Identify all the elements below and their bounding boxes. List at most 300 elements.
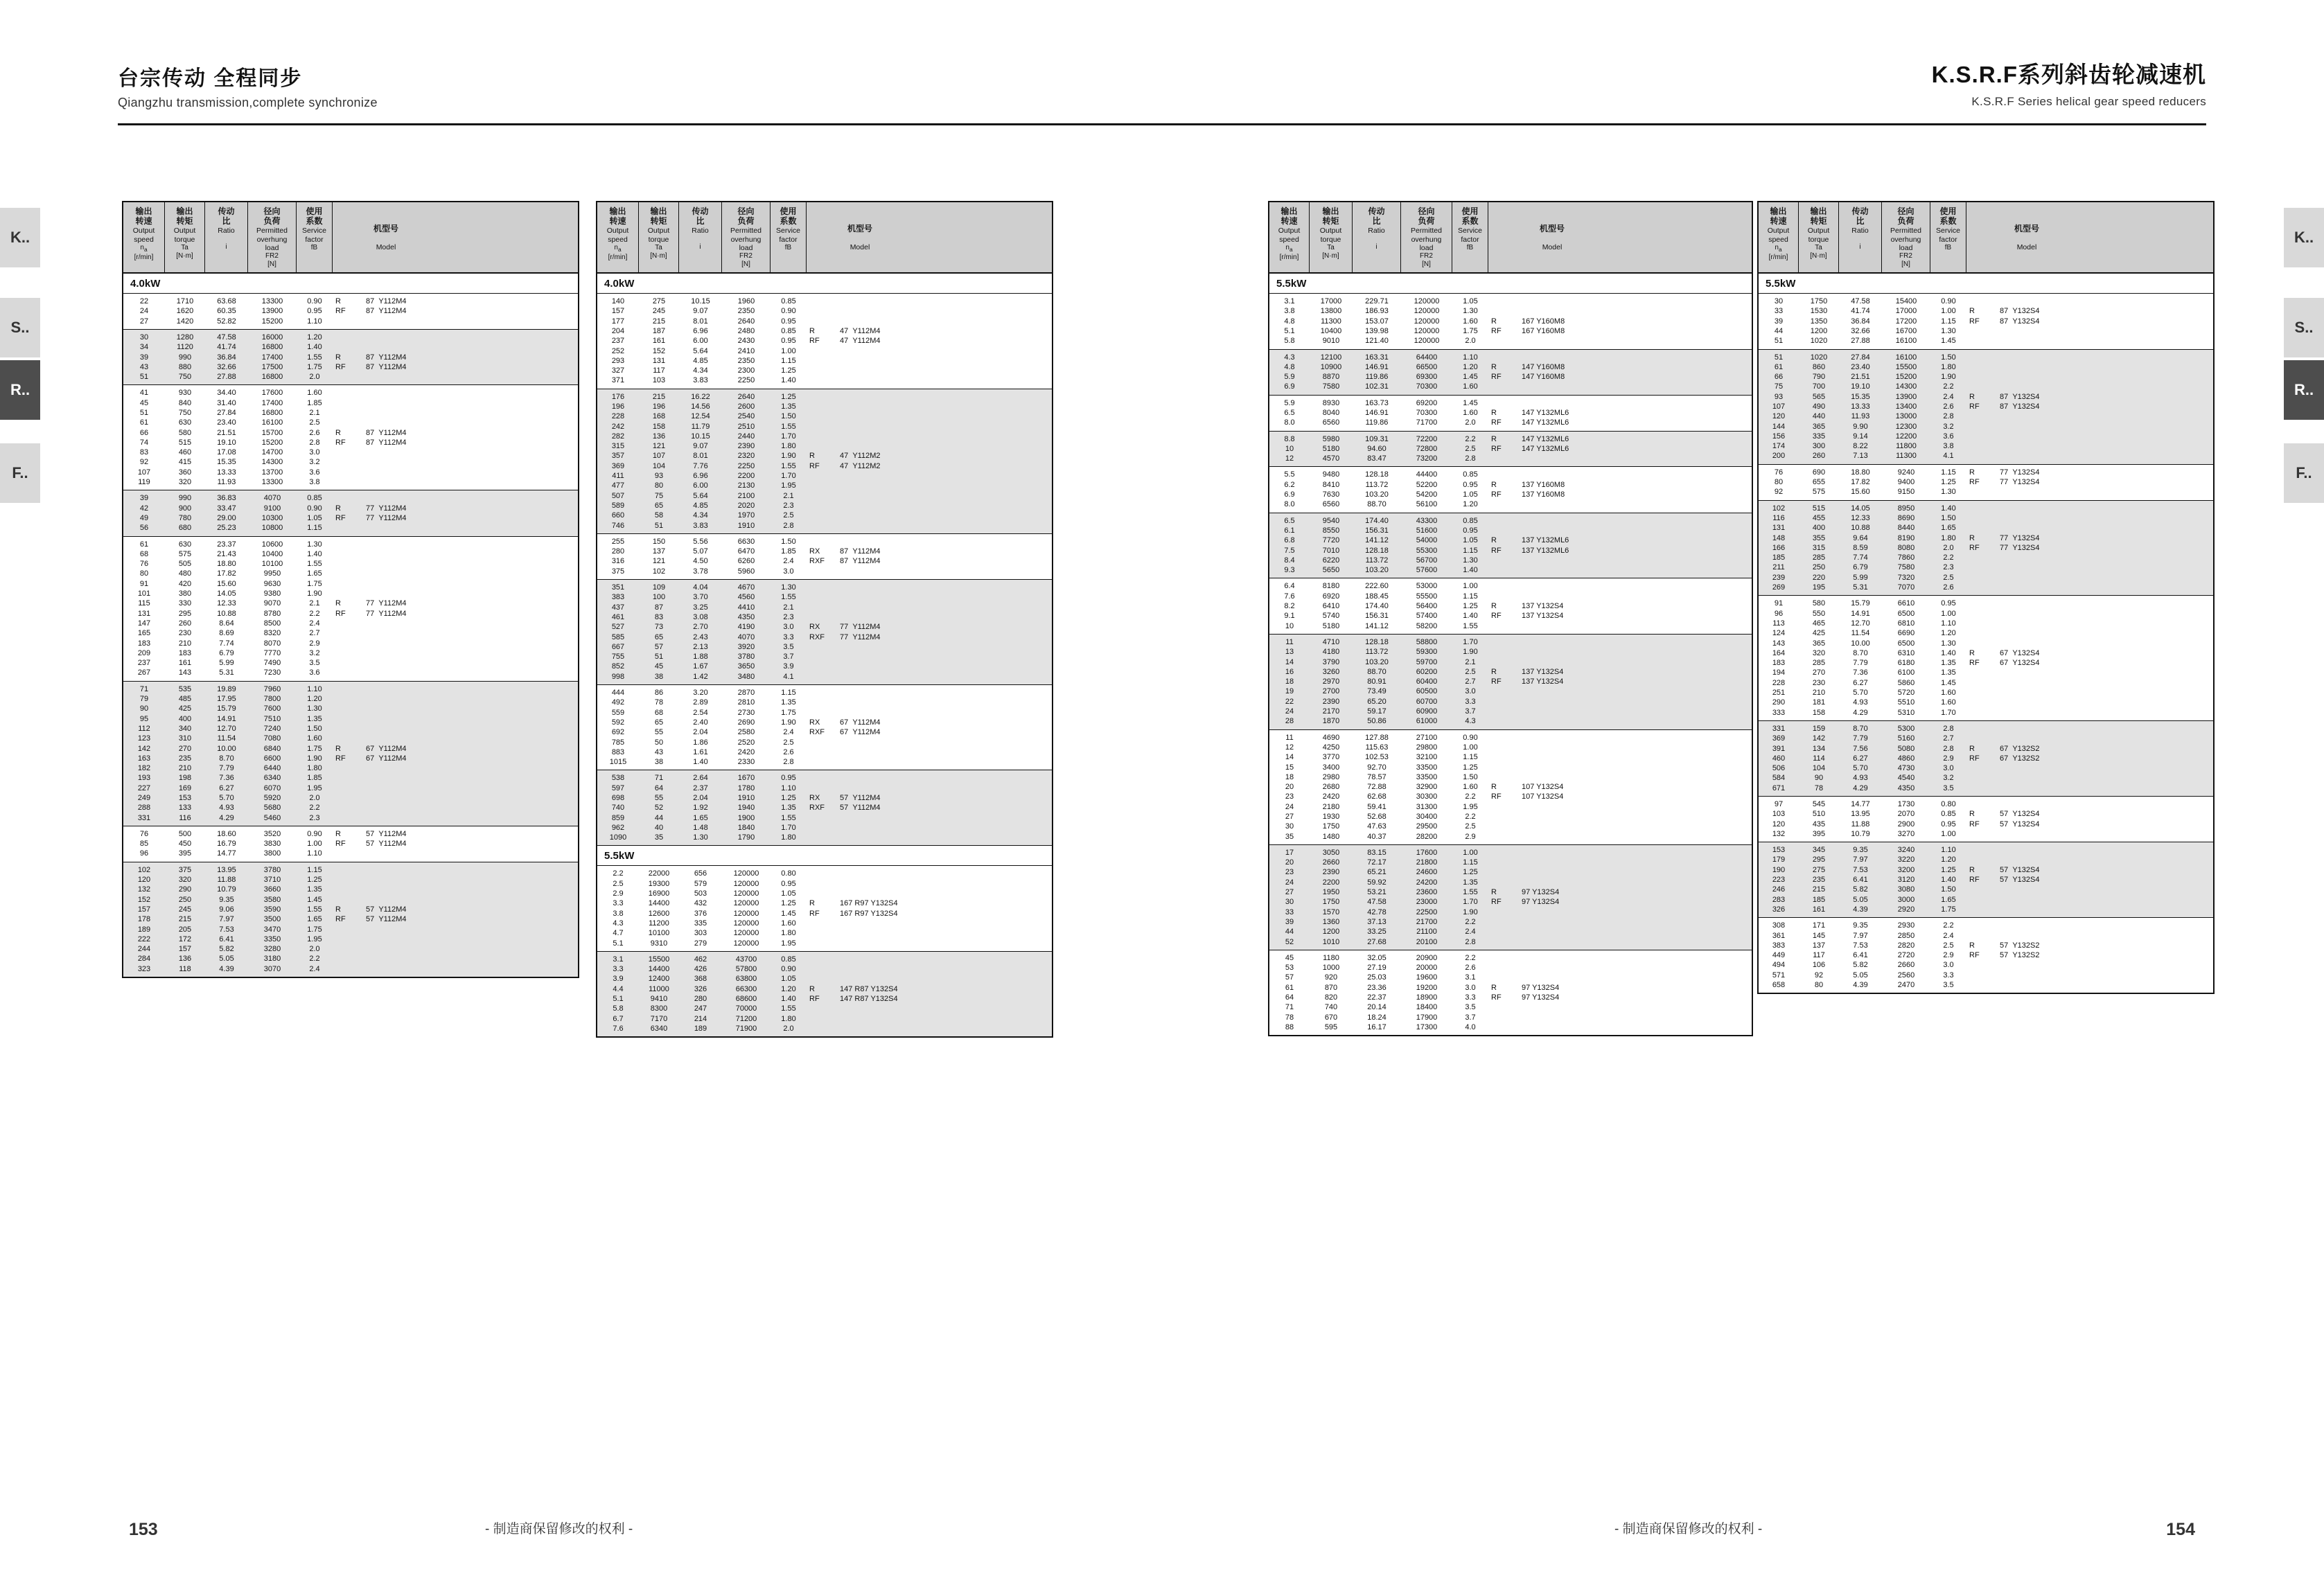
cell: 17.82	[217, 569, 236, 578]
cell-mount	[807, 1004, 837, 1013]
cell-model: 57 Y132S4	[2000, 810, 2040, 819]
cell-mount: R	[1969, 468, 1975, 477]
cell-model: 57 Y112M4	[366, 915, 407, 924]
cell: 13	[1285, 648, 1294, 657]
side-tab-k[interactable]: K..	[2284, 208, 2324, 267]
cell-model	[1997, 353, 2087, 362]
cell: 7770	[263, 648, 281, 657]
cell: 5.31	[1853, 583, 1868, 592]
cell: 1.25	[781, 392, 796, 401]
cell-model	[363, 619, 439, 628]
cell-model	[837, 773, 913, 783]
cell: 840	[178, 398, 192, 407]
cell: 9950	[263, 569, 281, 578]
cell: 580	[1812, 599, 1826, 608]
cell-mount: R	[809, 326, 815, 335]
spec-group	[597, 580, 1052, 685]
cell-mount: R	[1491, 317, 1497, 326]
table-row	[1759, 513, 2213, 523]
side-tab-f[interactable]: F..	[2284, 443, 2324, 503]
table-row	[1269, 296, 1752, 306]
table-row	[597, 346, 1052, 356]
cell: 1.60	[1463, 317, 1478, 326]
cell-model	[1997, 296, 2087, 306]
cell: 80.91	[1367, 677, 1387, 686]
cell-mount	[1488, 686, 1519, 696]
cell: 2.5	[1943, 573, 1954, 582]
cell-mount	[1488, 353, 1519, 362]
cell: 449	[1772, 951, 1786, 960]
cell: 1.70	[781, 472, 796, 481]
cell: 5740	[1322, 612, 1340, 621]
cell-mount	[1966, 609, 1997, 619]
cell: 24	[139, 307, 149, 316]
table-row	[1269, 353, 1752, 362]
cell-mount	[1966, 573, 1997, 583]
cell: 116	[179, 813, 191, 822]
cell-model	[837, 296, 913, 306]
table-row	[597, 521, 1052, 531]
cell-model	[1997, 763, 2087, 773]
cell: 1960	[737, 297, 755, 306]
cell-mount	[1966, 372, 1997, 382]
cell-mount	[333, 468, 363, 477]
footer-note-right: - 制造商保留修改的权利 -	[1614, 1522, 1763, 1536]
cell-model	[837, 471, 913, 481]
table-row	[1759, 477, 2213, 487]
table-row	[597, 698, 1052, 707]
cell-model	[1519, 763, 1616, 772]
table-row	[1759, 317, 2213, 326]
cell: 2.5	[309, 418, 320, 427]
cell: 15700	[261, 428, 283, 437]
cell-model	[1519, 306, 1616, 316]
cell: 17900	[1416, 1013, 1438, 1022]
cell-model	[837, 813, 913, 823]
cell: 57	[1285, 973, 1294, 982]
cell: 128.18	[1365, 637, 1389, 646]
cell-model: 77 Y112M4	[840, 632, 881, 641]
cell: 24	[1285, 707, 1294, 716]
cell: 1.10	[307, 849, 322, 858]
cell: 2.40	[693, 718, 708, 727]
table-row	[123, 914, 578, 924]
cell: 195	[1812, 583, 1826, 592]
table-row	[123, 609, 578, 619]
cell-model	[1519, 867, 1616, 877]
table-row	[1759, 451, 2213, 461]
cell: 164	[1772, 648, 1786, 657]
cell-mount	[333, 457, 363, 467]
cell: 245	[178, 905, 192, 914]
cell: 1.25	[1941, 478, 1956, 487]
cell: 1930	[1322, 812, 1340, 821]
table-row	[1269, 963, 1752, 973]
cell: 9.1	[1284, 612, 1295, 621]
cell: 3.9	[783, 662, 794, 671]
cell: 65.21	[1367, 868, 1387, 877]
cell-mount	[1488, 454, 1519, 463]
cell-mount: R	[1491, 434, 1497, 443]
cell: 7490	[263, 659, 281, 668]
cell-model	[363, 895, 439, 905]
cell: 23000	[1416, 898, 1438, 907]
cell: 1015	[609, 758, 627, 767]
cell-mount	[1488, 470, 1519, 479]
table-row	[123, 513, 578, 523]
cell: 320	[178, 478, 192, 487]
cell-model	[1519, 647, 1616, 657]
cell: 11.54	[1851, 629, 1870, 638]
cell-mount	[1966, 353, 1997, 362]
cell-mount	[807, 511, 837, 520]
cell: 492	[611, 698, 625, 707]
cell-model	[837, 592, 913, 602]
cell-mount	[1966, 980, 1997, 990]
cell: 7960	[263, 684, 281, 693]
table-row	[1269, 832, 1752, 842]
cell: 6.8	[1284, 536, 1295, 545]
table-row	[597, 603, 1052, 612]
cell-mount	[333, 628, 363, 638]
cell: 8.0	[1284, 418, 1295, 427]
cell: 290	[178, 885, 192, 894]
cell-mount: R	[1491, 667, 1497, 676]
cell-model	[837, 501, 913, 511]
cell-model	[1997, 441, 2087, 451]
cell: 2.1	[783, 603, 794, 612]
cell-mount	[807, 964, 837, 974]
cell: 9010	[1322, 337, 1340, 346]
cell: 8930	[1322, 398, 1340, 407]
cell-model: 77 Y112M4	[366, 609, 407, 618]
cell-model	[837, 392, 913, 402]
cell: 1.40	[307, 343, 322, 352]
cell: 4540	[1897, 774, 1915, 783]
table-row	[1759, 950, 2213, 960]
cell: 340	[178, 724, 192, 733]
cell-mount: RF	[1491, 612, 1502, 621]
cell: 15.35	[217, 458, 236, 467]
cell: 3.7	[1465, 707, 1476, 716]
cell: 6600	[263, 754, 281, 763]
cell: 9.06	[219, 905, 234, 914]
cell: 2930	[1897, 921, 1915, 930]
table-row	[123, 457, 578, 467]
table-row	[597, 909, 1052, 919]
table-row	[123, 744, 578, 754]
cell: 72.88	[1367, 783, 1387, 792]
cell: 1.61	[693, 747, 708, 756]
cell: 285	[1812, 659, 1826, 668]
cell: 579	[694, 879, 707, 888]
cell: 13900	[261, 307, 283, 316]
cell: 7600	[263, 704, 281, 713]
cell: 42	[139, 504, 149, 513]
cell: 2180	[1322, 802, 1340, 811]
cell: 92	[139, 458, 149, 467]
cell: 2.2	[1943, 553, 1954, 562]
cell-model	[1519, 336, 1616, 346]
cell-model	[837, 402, 913, 411]
cell: 2.9	[1943, 754, 1954, 763]
cell: 755	[611, 653, 625, 662]
cell: 515	[1812, 504, 1826, 513]
cell-mount	[333, 668, 363, 677]
cell: 290	[1772, 698, 1786, 707]
cell-mount	[807, 708, 837, 718]
cell: 3.0	[1943, 764, 1954, 773]
cell-mount: RF	[335, 754, 346, 763]
cell-model	[837, 1014, 913, 1024]
spec-group	[123, 682, 578, 826]
cell: 74	[139, 438, 149, 447]
cell: 57600	[1416, 566, 1438, 575]
cell: 4.7	[613, 929, 624, 938]
table-row	[597, 366, 1052, 375]
cell: 18.80	[1851, 468, 1870, 477]
cell-mount	[807, 402, 837, 411]
spec-group	[1759, 596, 2213, 721]
side-tab-k[interactable]: K..	[0, 208, 40, 267]
cell: 6920	[1322, 592, 1340, 601]
cell: 280	[694, 995, 707, 1004]
cell: 1.75	[307, 362, 322, 371]
cell: 163	[137, 754, 151, 763]
cell: 1.85	[781, 547, 796, 556]
table-row	[597, 612, 1052, 622]
cell: 1.60	[1463, 382, 1478, 391]
cell: 116	[1772, 513, 1785, 522]
cell: 565	[1812, 392, 1826, 401]
cell: 13800	[1320, 307, 1342, 316]
cell: 411	[612, 472, 624, 481]
cell-model: 57 Y112M4	[366, 829, 407, 838]
side-tab-r[interactable]: R..	[2284, 360, 2324, 420]
table-row	[1759, 609, 2213, 619]
cell: 109.31	[1365, 434, 1389, 443]
cell: 2810	[737, 698, 755, 707]
cell-mount	[807, 441, 837, 451]
cell-mount: RF	[1491, 444, 1502, 453]
cell: 92.70	[1367, 763, 1387, 772]
cell: 2350	[737, 307, 755, 316]
cell: 1.00	[1463, 848, 1478, 857]
cell: 3.8	[309, 478, 320, 487]
cell: 435	[1812, 819, 1826, 828]
cell-model: 57 Y112M4	[366, 905, 407, 914]
cell: 20100	[1416, 937, 1438, 946]
table-row	[1759, 372, 2213, 382]
cell: 30400	[1416, 812, 1438, 821]
cell: 0.95	[781, 317, 796, 326]
cell: 2390	[1322, 868, 1340, 877]
cell: 1200	[1322, 928, 1340, 937]
cell-mount	[1966, 931, 1997, 941]
cell: 1.45	[1463, 373, 1478, 382]
cell-mount	[333, 579, 363, 589]
cell-model	[363, 813, 439, 823]
cell: 500	[178, 829, 192, 838]
cell: 6.00	[693, 337, 708, 346]
cell: 33	[1774, 307, 1784, 316]
cell: 1020	[1810, 353, 1828, 362]
table-row	[597, 793, 1052, 803]
cell: 3.5	[783, 642, 794, 651]
cell-model	[1997, 513, 2087, 523]
cell-model	[1997, 523, 2087, 533]
cell: 2.89	[693, 698, 708, 707]
cell: 107	[652, 452, 666, 461]
table-row	[1759, 799, 2213, 809]
cell: 2.5	[1465, 444, 1476, 453]
cell: 6690	[1897, 629, 1915, 638]
cell: 157	[178, 945, 192, 954]
table-row	[1759, 921, 2213, 930]
cell-model	[1997, 960, 2087, 970]
cell: 1.65	[307, 915, 322, 924]
table-row	[1759, 980, 2213, 990]
cell-model: 87 Y132S4	[2000, 392, 2040, 401]
cell: 80	[654, 481, 664, 490]
cell-model	[837, 698, 913, 707]
table-row	[1269, 772, 1752, 782]
cell: 0.80	[781, 869, 796, 878]
cell: 255	[611, 537, 625, 546]
cell: 690	[1812, 468, 1826, 477]
table-row	[123, 803, 578, 813]
power-rating-label: 5.5kW	[1269, 274, 1752, 294]
cell-mount	[333, 333, 363, 342]
cell: 270	[178, 744, 192, 753]
cell: 1.67	[693, 662, 708, 671]
cell-mount: R	[335, 504, 341, 513]
cell: 0.85	[781, 326, 796, 335]
cell-model	[837, 939, 913, 948]
cell: 71	[139, 684, 149, 693]
side-tab-s[interactable]: S..	[2284, 298, 2324, 357]
cell: 4180	[1322, 648, 1340, 657]
table-row	[597, 296, 1052, 306]
cell: 1.10	[1941, 619, 1956, 628]
cell-mount	[333, 724, 363, 734]
cell: 1.30	[781, 583, 796, 592]
cell: 2.4	[1943, 931, 1954, 940]
cell-model	[1519, 657, 1616, 667]
side-tab-f[interactable]: F..	[0, 443, 40, 503]
cell: 171	[1812, 921, 1826, 930]
cell-model	[837, 567, 913, 576]
cell-mount	[1966, 411, 1997, 421]
table-row	[123, 579, 578, 589]
cell: 102.31	[1365, 382, 1389, 391]
cell: 368	[694, 975, 707, 984]
cell: 455	[1812, 513, 1826, 522]
cell: 30	[1774, 297, 1784, 306]
table-row	[597, 939, 1052, 948]
cell: 1.40	[781, 376, 796, 385]
cell: 2560	[1897, 970, 1915, 979]
cell: 1.50	[1941, 513, 1956, 522]
table-row	[1759, 855, 2213, 865]
table-row	[597, 727, 1052, 737]
cell-model: 77 Y112M4	[366, 513, 407, 522]
cell: 93	[654, 472, 664, 481]
table-row	[597, 511, 1052, 520]
cell: 395	[1812, 829, 1826, 838]
cell: 4.1	[1943, 452, 1954, 461]
cell: 1.40	[1463, 612, 1478, 621]
cell: 143	[178, 668, 192, 677]
cell-model: 77 Y112M4	[366, 504, 407, 513]
cell: 1.10	[1463, 353, 1478, 362]
cell: 51	[139, 373, 149, 382]
cell: 51	[139, 409, 149, 417]
cell: 5.82	[1853, 885, 1868, 894]
cell: 8.8	[1284, 434, 1295, 443]
cell: 3800	[263, 849, 281, 858]
cell: 1.35	[1941, 659, 1956, 668]
spec-group	[1269, 730, 1752, 845]
cell-mount: RF	[335, 915, 346, 924]
table-row	[123, 875, 578, 885]
cell: 11	[1285, 637, 1294, 646]
cell: 1730	[1897, 799, 1915, 808]
cell-model: 57 Y132S4	[2000, 819, 2040, 828]
cell: 303	[694, 929, 707, 938]
cell-model: 87 Y112M4	[366, 362, 407, 371]
cell: 3780	[263, 865, 281, 874]
cell-model	[363, 925, 439, 934]
table-row	[123, 954, 578, 964]
cell-model	[837, 346, 913, 356]
table-row	[123, 523, 578, 533]
cell: 83	[139, 448, 149, 457]
cell-model: 47 Y112M2	[840, 452, 881, 461]
cell: 14.77	[1851, 799, 1870, 808]
cell: 1.60	[307, 734, 322, 743]
cell-model	[1997, 829, 2087, 839]
cell-mount: R	[1491, 536, 1497, 545]
cell-mount: RF	[1491, 677, 1502, 686]
cell-model: 107 Y132S4	[1522, 783, 1564, 792]
cell: 671	[1772, 783, 1786, 792]
cell-mount	[807, 346, 837, 356]
col-head-overhung-load: 径向 负荷 Permitted overhung load FR2 [N]	[1882, 202, 1930, 272]
cell-mount: RF	[335, 307, 346, 316]
cell: 2.9	[309, 639, 320, 648]
table-row	[1759, 533, 2213, 543]
cell: 63.68	[217, 297, 236, 306]
cell-mount	[333, 589, 363, 599]
side-tab-r[interactable]: R..	[0, 360, 40, 420]
table-row	[1759, 875, 2213, 885]
side-tab-s[interactable]: S..	[0, 298, 40, 357]
cell: 52	[654, 804, 664, 813]
cell: 104	[1812, 764, 1826, 773]
col-head-overhung-load: 径向 负荷 Permitted overhung load FR2 [N]	[248, 202, 297, 272]
cell: 76	[139, 829, 149, 838]
cell: 17600	[1416, 848, 1438, 857]
cell: 17400	[261, 398, 283, 407]
cell: 460	[1772, 754, 1786, 763]
cell: 50.86	[1367, 717, 1387, 726]
cell: 250	[178, 895, 192, 904]
cell-model	[363, 793, 439, 803]
cell: 73200	[1416, 454, 1438, 463]
cell: 5.07	[693, 547, 708, 556]
cell: 2.2	[309, 955, 320, 964]
